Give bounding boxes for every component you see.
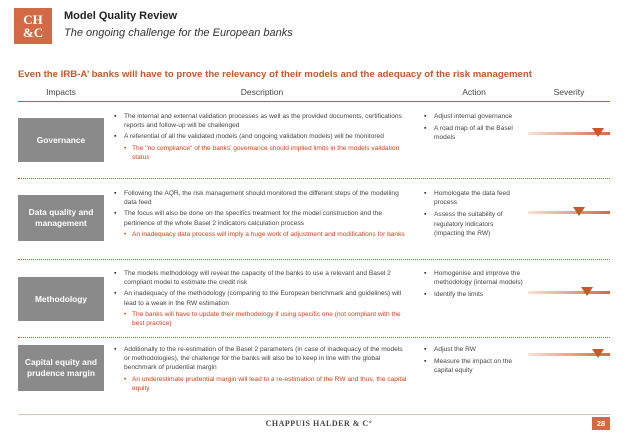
severity-marker — [581, 287, 593, 296]
description-bullet: ▪ A referential of all the validated models (and ongoing validation models) will be monitored — [114, 132, 410, 141]
description-note: • An inadequacy data process will imply a huge work of adjustment and modifications for banks — [114, 230, 410, 239]
severity-bar — [528, 291, 610, 294]
column-header-severity: Severity — [553, 87, 585, 97]
page-number: 28 — [592, 417, 610, 430]
column-header-action: Action — [462, 87, 486, 97]
description-cell — [114, 345, 410, 393]
action-cell — [424, 189, 524, 241]
description-cell — [114, 269, 410, 328]
description-cell — [114, 112, 410, 162]
impact-cell: Capital equity and prudence margin — [18, 345, 104, 391]
severity-marker — [592, 128, 604, 137]
impact-cell: Data quality and management — [18, 195, 104, 241]
column-header-description: Description — [240, 87, 284, 97]
action-item: ▪ Identify the limits — [424, 290, 524, 299]
table-row-governance — [18, 106, 610, 174]
action-item: ▪ Measure the impact on the capital equity — [424, 357, 524, 375]
description-bullet: ▪ Following the AQR, the risk management should monitored the different steps of the modelling data feed — [114, 189, 410, 207]
row-divider — [18, 178, 610, 179]
logo-line-1: CH — [23, 12, 43, 27]
severity-marker — [592, 349, 604, 358]
severity-scale — [528, 347, 610, 361]
table-row-methodology — [18, 263, 610, 333]
page-subtitle: The ongoing challenge for the European banks — [64, 27, 293, 39]
action-item: ▪ Homologate the data feed process — [424, 189, 524, 207]
impact-cell: Methodology — [18, 277, 104, 321]
table-row-data-quality — [18, 183, 610, 255]
severity-bar — [528, 211, 610, 214]
action-item: ▪ Adjust the RW — [424, 345, 524, 354]
row-divider — [18, 259, 610, 260]
action-item: ▪ Assess the suitability of regulatory indicators (impacting the RW) — [424, 210, 524, 238]
description-bullet: ▪ The internal and external validation processes as well as the provided documents, certifications reports and follow-up will be challenged — [114, 112, 410, 130]
action-item: ▪ A road map of all the Basel models — [424, 124, 524, 142]
description-bullet: ▪ The models methodology will reveal the capacity of the banks to use a relevant and Basel 2 compliant model to estimate the credit risk — [114, 269, 410, 287]
action-item: ▪ Adjust internal governance — [424, 112, 524, 121]
severity-scale — [528, 285, 610, 299]
description-note: • An underestimate prudential margin will lead to a re-estimation of the RW and thus, the capital equity — [114, 375, 410, 393]
description-bullet: ▪ The focus will also be done on the specifics treatment for the model construction and the pertinence of the whole Basel 2 indicators calculation process — [114, 209, 410, 227]
action-cell — [424, 345, 524, 379]
impact-cell: Governance — [18, 118, 104, 162]
description-bullet: ▪ Additionally to the re-estimation of the Basel 2 parameters (in case of inadequacy of the models or methodologies), the challenge for the banks will also be to keep in line with the global benchmark of prudential margin — [114, 345, 410, 373]
severity-scale — [528, 126, 610, 140]
footer-divider — [18, 414, 610, 415]
severity-marker — [573, 207, 585, 216]
slide-headline: Even the IRB-A’ banks will have to prove the relevancy of their models and the adequacy of the risk management — [18, 69, 532, 80]
page-title: Model Quality Review — [64, 10, 178, 22]
row-divider — [18, 337, 610, 338]
logo-line-2: &C — [22, 25, 44, 40]
severity-scale — [528, 205, 610, 219]
table-row-capital-equity — [18, 341, 610, 409]
description-cell — [114, 189, 410, 239]
description-note: • The "no compliance" of the banks’ governance should implied limits in the models validation status — [114, 144, 410, 162]
description-note: • The banks will have to update their methodology if using specific one (not compliant with the best practice) — [114, 310, 410, 328]
action-item: ▪ Homogenise and improve the methodology (internal models) — [424, 269, 524, 287]
description-bullet: ▪ An inadequacy of the methodology (comparing to the European benchmark and guidelines) will lead to a weak in the RW estimation — [114, 289, 410, 307]
company-logo — [14, 8, 52, 44]
header-divider — [18, 101, 610, 102]
column-header-impacts: Impacts — [46, 87, 76, 97]
action-cell — [424, 269, 524, 303]
footer-brand: CHAPPUIS HALDER & C° — [265, 419, 373, 428]
action-cell — [424, 112, 524, 146]
